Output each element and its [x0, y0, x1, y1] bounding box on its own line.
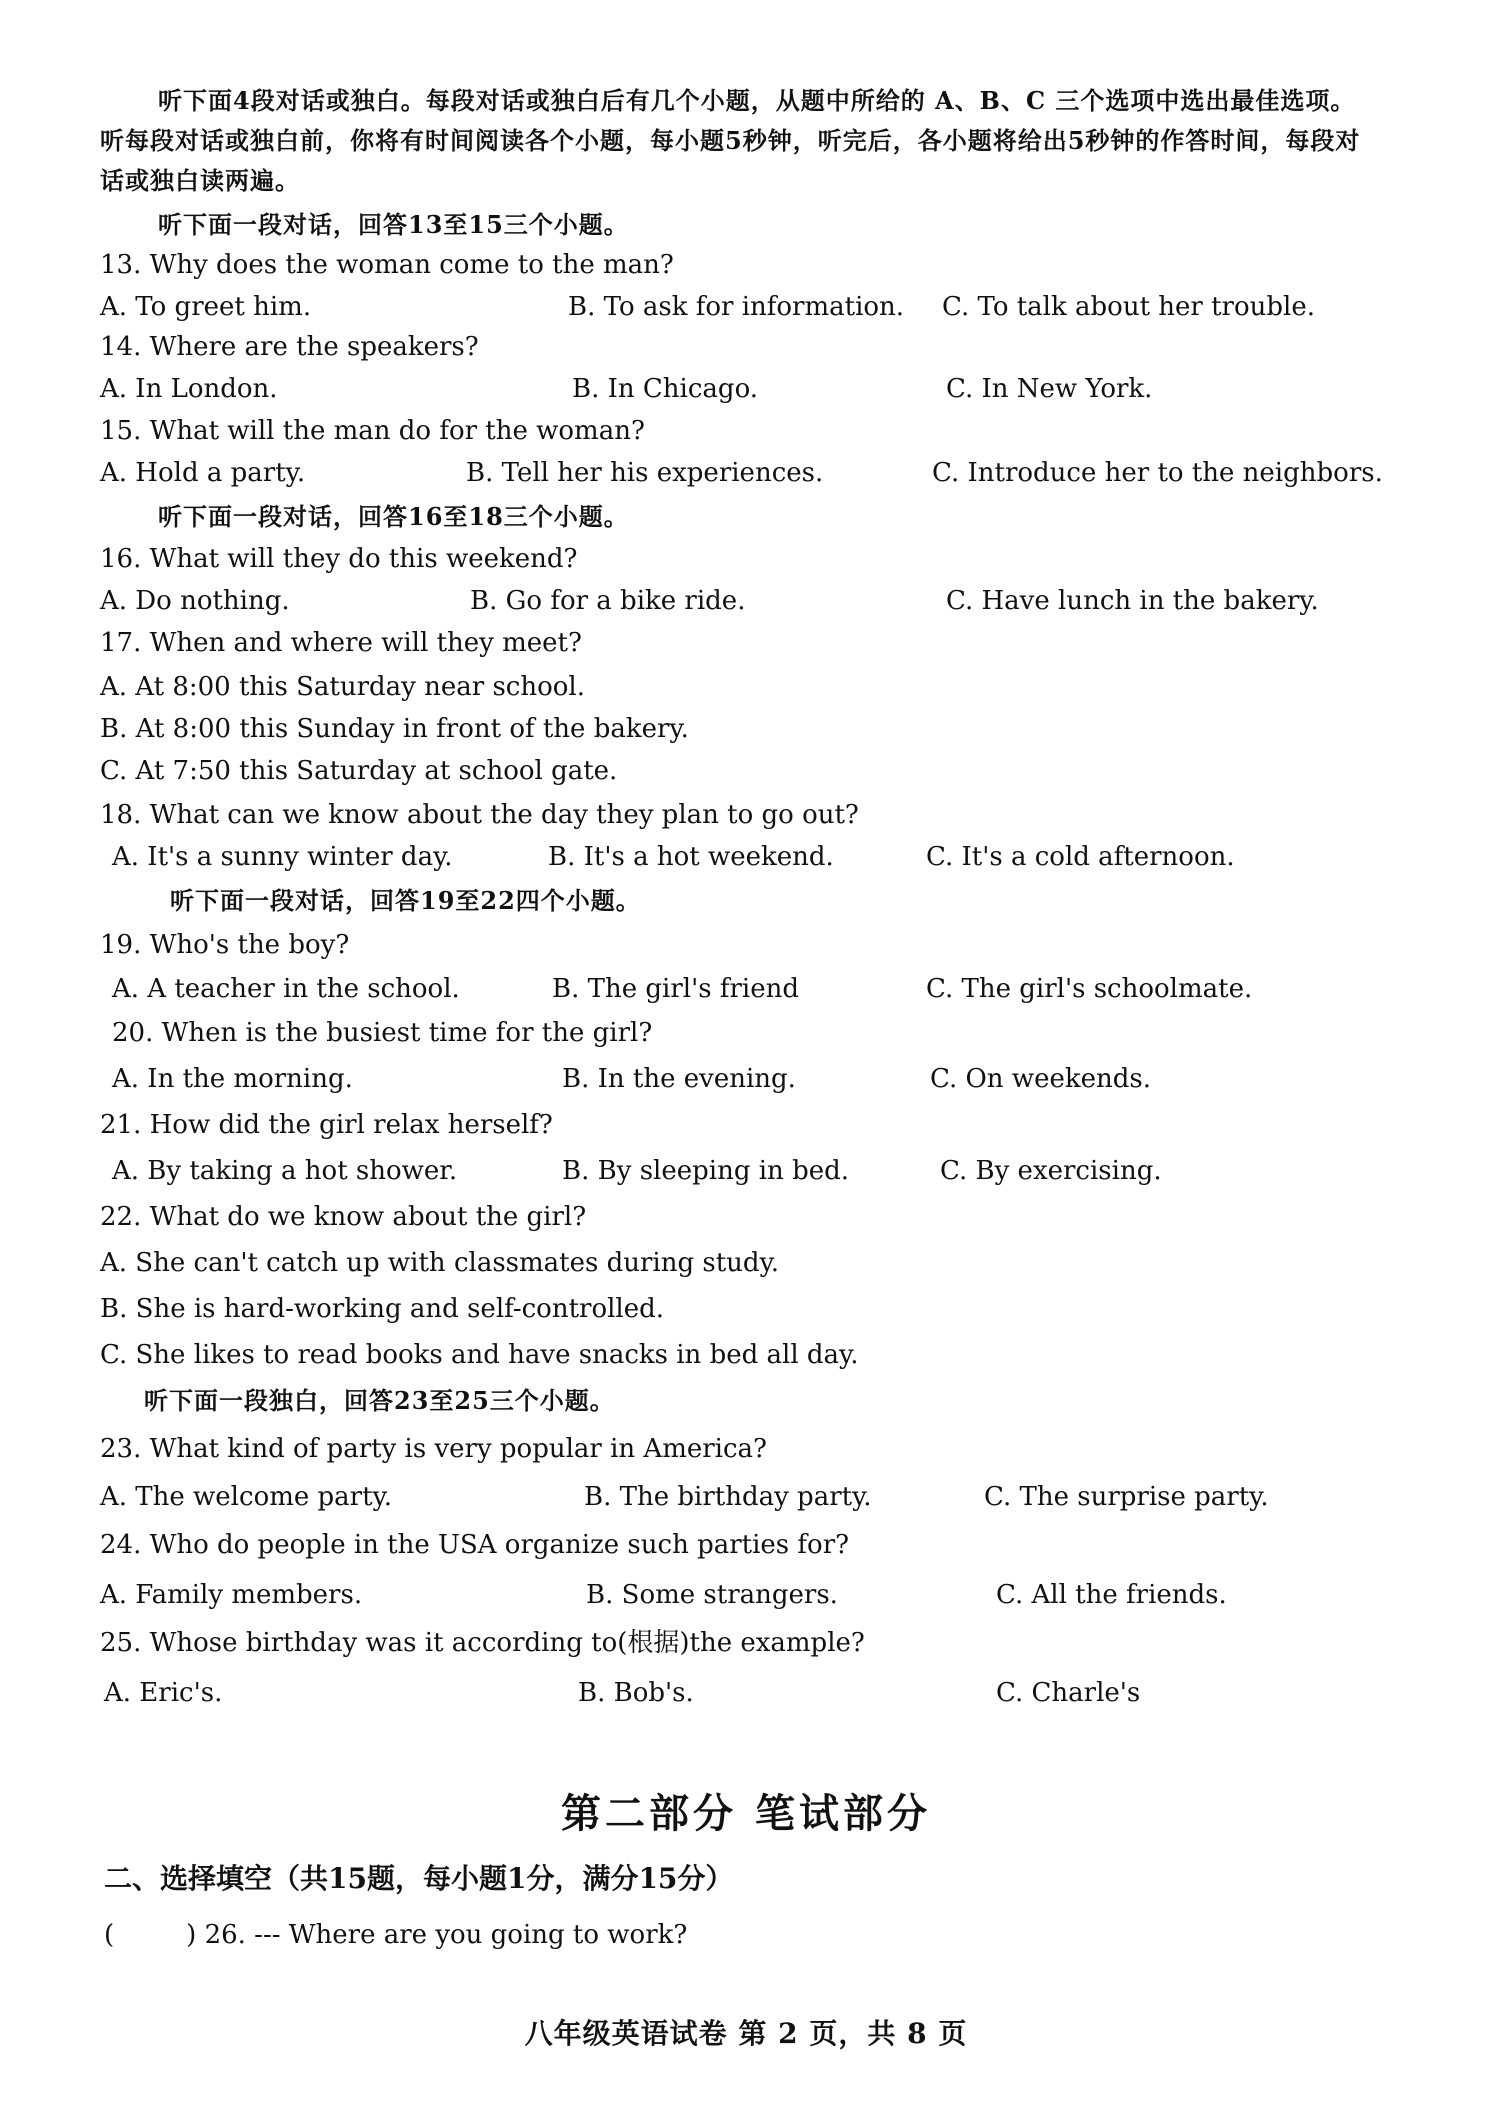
option-21b: B. By sleeping in bed.	[562, 1156, 850, 1186]
question-22: 22. What do we know about the girl?	[100, 1202, 587, 1232]
option-16b: B. Go for a bike ride.	[470, 586, 746, 616]
option-18a: A. It's a sunny winter day.	[112, 842, 453, 872]
option-24b: B. Some strangers.	[586, 1580, 838, 1610]
option-22a: A. She can't catch up with classmates during study.	[100, 1248, 780, 1278]
group-heading-1: 听下面一段对话，回答13至15三个小题。	[158, 210, 629, 239]
option-22b: B. She is hard-working and self-controlled.	[100, 1294, 665, 1324]
question-23: 23. What kind of party is very popular in America?	[100, 1434, 767, 1464]
group-heading-3: 听下面一段对话，回答19至22四个小题。	[170, 886, 641, 915]
instruction-line-2: 听每段对话或独白前，你将有时间阅读各个小题，每小题5秒钟，听完后，各小题将给出5秒钟的作答时间，每段对	[100, 126, 1361, 155]
option-17c: C. At 7:50 this Saturday at school gate.	[100, 756, 618, 786]
answer-bracket-open: (	[104, 1920, 115, 1950]
option-13c: C. To talk about her trouble.	[942, 292, 1315, 322]
question-17: 17. When and where will they meet?	[100, 628, 582, 658]
option-23c: C. The surprise party.	[984, 1482, 1269, 1512]
question-13: 13. Why does the woman come to the man?	[100, 250, 674, 280]
option-25a: A. Eric's.	[104, 1678, 223, 1708]
option-25c: C. Charle's	[996, 1678, 1141, 1708]
option-22c: C. She likes to read books and have snacks in bed all day.	[100, 1340, 859, 1370]
section-two-heading: 二、选择填空（共15题，每小题1分，满分15分）	[104, 1862, 734, 1895]
option-23a: A. The welcome party.	[100, 1482, 393, 1512]
option-25b: B. Bob's.	[578, 1678, 694, 1708]
question-20: 20. When is the busiest time for the girl?	[112, 1018, 653, 1048]
question-16: 16. What will they do this weekend?	[100, 544, 578, 574]
option-21c: C. By exercising.	[940, 1156, 1162, 1186]
page-footer: 八年级英语试卷 第 2 页，共 8 页	[524, 2017, 968, 2050]
option-17b: B. At 8:00 this Sunday in front of the bakery.	[100, 714, 689, 744]
option-15c: C. Introduce her to the neighbors.	[932, 458, 1383, 488]
option-24a: A. Family members.	[100, 1580, 363, 1610]
option-18c: C. It's a cold afternoon.	[926, 842, 1235, 872]
instruction-line-1: 听下面4段对话或独白。每段对话或独白后有几个小题，从题中所给的 A、B、C 三个选项中选出最佳选项。	[158, 86, 1356, 115]
question-24: 24. Who do people in the USA organize such parties for?	[100, 1530, 850, 1560]
option-14a: A. In London.	[100, 374, 278, 404]
option-13a: A. To greet him.	[100, 292, 312, 322]
part-two-title: 第二部分 笔试部分	[561, 1790, 931, 1837]
question-19: 19. Who's the boy?	[100, 930, 350, 960]
instruction-line-3: 话或独白读两遍。	[100, 166, 300, 195]
option-14b: B. In Chicago.	[572, 374, 759, 404]
option-19b: B. The girl's friend	[552, 974, 799, 1004]
option-20b: B. In the evening.	[562, 1064, 796, 1094]
option-15b: B. Tell her his experiences.	[466, 458, 824, 488]
question-26	[104, 1918, 687, 1952]
option-18b: B. It's a hot weekend.	[548, 842, 834, 872]
option-17a: A. At 8:00 this Saturday near school.	[100, 672, 585, 702]
option-15a: A. Hold a party.	[100, 458, 306, 488]
option-16a: A. Do nothing.	[100, 586, 290, 616]
option-24c: C. All the friends.	[996, 1580, 1227, 1610]
option-13b: B. To ask for information.	[568, 292, 905, 322]
option-20a: A. In the morning.	[112, 1064, 353, 1094]
option-19a: A. A teacher in the school.	[112, 974, 460, 1004]
option-21a: A. By taking a hot shower.	[112, 1156, 458, 1186]
question-26-text: ) 26. --- Where are you going to work?	[186, 1920, 688, 1950]
group-heading-2: 听下面一段对话，回答16至18三个小题。	[158, 502, 629, 531]
group-heading-4: 听下面一段独白，回答23至25三个小题。	[144, 1386, 615, 1415]
question-25: 25. Whose birthday was it according to(根据)the example?	[100, 1628, 865, 1658]
option-14c: C. In New York.	[946, 374, 1153, 404]
option-23b: B. The birthday party.	[584, 1482, 872, 1512]
option-19c: C. The girl's schoolmate.	[926, 974, 1253, 1004]
question-14: 14. Where are the speakers?	[100, 332, 479, 362]
option-16c: C. Have lunch in the bakery.	[946, 586, 1319, 616]
question-15: 15. What will the man do for the woman?	[100, 416, 645, 446]
question-18: 18. What can we know about the day they plan to go out?	[100, 800, 859, 830]
question-21: 21. How did the girl relax herself?	[100, 1110, 553, 1140]
option-20c: C. On weekends.	[930, 1064, 1151, 1094]
